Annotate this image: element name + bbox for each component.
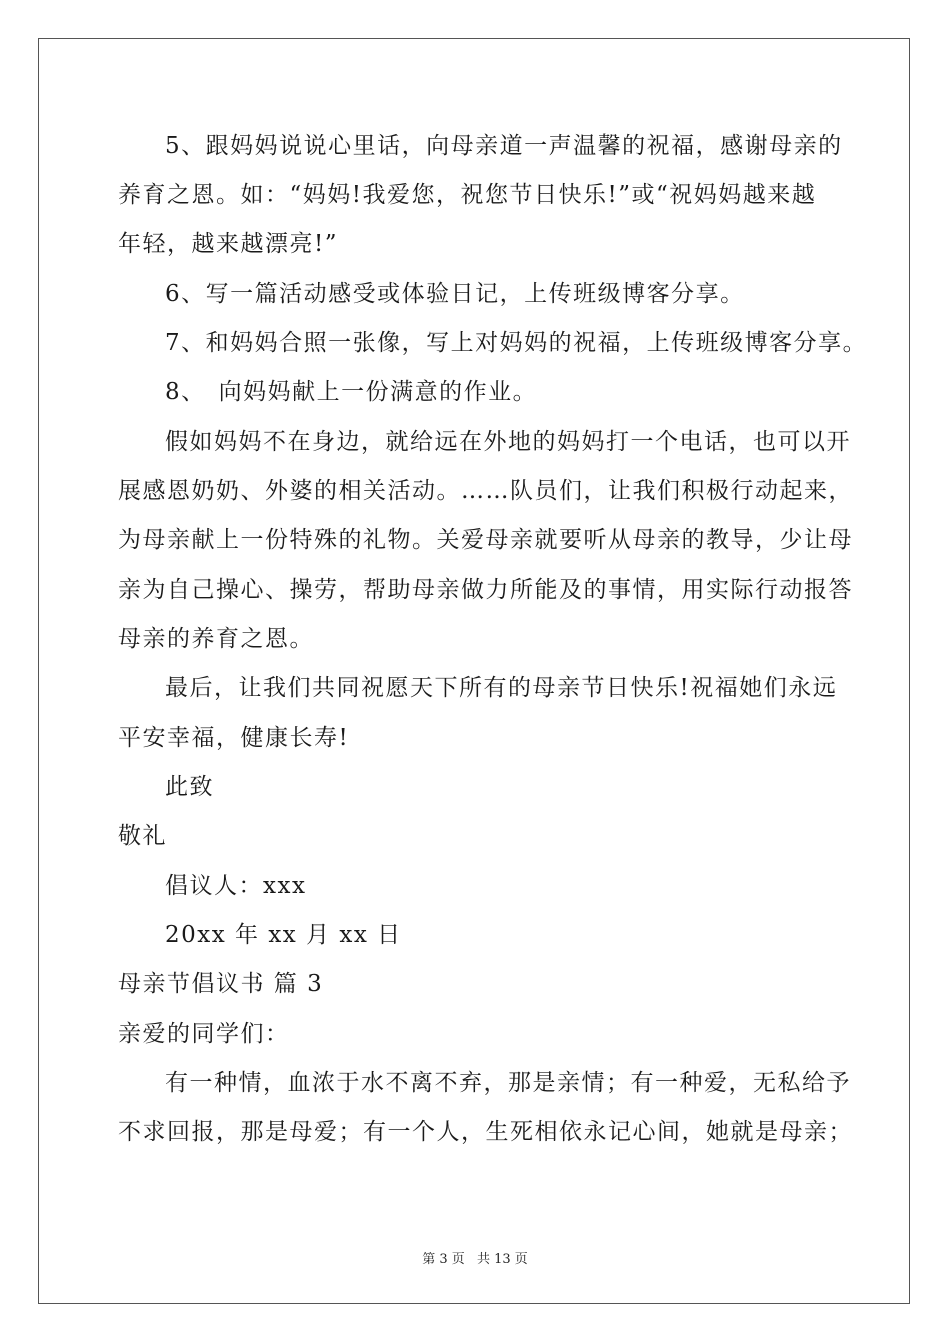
page-number: 第 3 页 [422,1252,465,1267]
section-3-salutation: 亲爱的同学们： [118,1021,290,1047]
section-3-intro-line-1: 有一种情，血浓于水不离不弃，那是亲情；有一种爱，无私给予 [165,1070,851,1096]
absent-paragraph-line-2: 展感恩奶奶、外婆的相关活动。……队员们，让我们积极行动起来， [118,478,853,504]
absent-paragraph-line-1: 假如妈妈不在身边，就给远在外地的妈妈打一个电话，也可以开 [165,429,851,455]
item-5-line-1: 5、跟妈妈说说心里话，向母亲道一声温馨的祝福，感谢母亲的 [165,133,843,159]
item-8-line-1: 8、 向妈妈献上一份满意的作业。 [165,379,538,405]
closing-cizhi: 此致 [165,774,214,800]
final-paragraph-line-2: 平安幸福，健康长寿! [118,725,350,751]
absent-paragraph-line-3: 为母亲献上一份特殊的礼物。关爱母亲就要听从母亲的教导，少让母 [118,527,853,553]
section-3-intro-line-2: 不求回报，那是母爱；有一个人，生死相依永记心间，她就是母亲； [118,1119,853,1145]
page-total: 共 13 页 [476,1252,528,1267]
closing-jingli: 敬礼 [118,823,167,849]
page-footer [0,1248,950,1267]
item-6-line-1: 6、写一篇活动感受或体验日记，上传班级博客分享。 [165,281,745,307]
absent-paragraph-line-4: 亲为自己操心、操劳，帮助母亲做力所能及的事情，用实际行动报答 [118,577,853,603]
proposal-date: 20xx 年 xx 月 xx 日 [165,922,402,948]
absent-paragraph-line-5: 母亲的养育之恩。 [118,626,314,652]
item-7-line-1: 7、和妈妈合照一张像，写上对妈妈的祝福，上传班级博客分享。 [165,330,868,356]
final-paragraph-line-1: 最后，让我们共同祝愿天下所有的母亲节日快乐!祝福她们永远 [165,675,838,701]
item-5-line-2: 养育之恩。如：“妈妈!我爱您，祝您节日快乐!”或“祝妈妈越来越 [118,182,817,208]
item-5-line-3: 年轻，越来越漂亮!” [118,231,339,257]
section-3-heading: 母亲节倡议书 篇 3 [118,971,324,997]
proposer-signature: 倡议人：xxx [165,873,307,899]
